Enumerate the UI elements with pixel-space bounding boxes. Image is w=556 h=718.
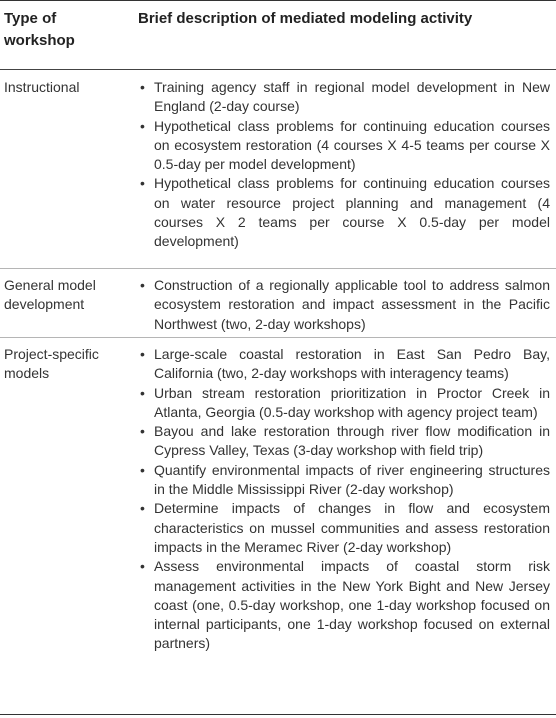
- table-bottom-rule: [0, 714, 556, 715]
- list-item: • Determine impacts of changes in flow and ecosystem characteristics on mussel communities and assess restoration impacts in the Meramec River (2-day workshop): [140, 500, 550, 555]
- list-item: • Bayou and lake restoration through river flow modification in Cypress Valley, Texas (3-day workshop with field trip): [140, 423, 550, 459]
- row-divider: [0, 337, 556, 338]
- list-item: • Hypothetical class problems for continuing education courses on ecosystem restoration (4 courses X 4-5 teams per course X 0.5-day per model development): [140, 117, 550, 173]
- bullet-icon: •: [140, 423, 145, 440]
- bullet-icon: •: [140, 79, 145, 95]
- activity-list: [138, 345, 550, 654]
- row-divider: [0, 268, 556, 269]
- list-item: • Hypothetical class problems for continuing education courses on water resource project planning and management (4 courses X 2 teams per course X 0.5-day per model development): [140, 175, 550, 250]
- activity-list: [138, 78, 550, 252]
- bullet-icon: •: [140, 346, 145, 362]
- list-item: • Construction of a regionally applicable tool to address salmon ecosystem restoration and impact assessment in the Pacific Northwest (two, 2-day workshops): [140, 277, 550, 332]
- bullet-icon: •: [140, 175, 145, 192]
- bullet-icon: •: [140, 558, 145, 575]
- list-item: • Quantify environmental impacts of river engineering structures in the Middle Mississippi River (2-day workshop): [140, 461, 550, 498]
- bullet-icon: •: [140, 117, 145, 134]
- list-item: • Urban stream restoration prioritization in Proctor Creek in Atlanta, Georgia (0.5-day workshop with agency project team): [140, 384, 550, 420]
- row-type-label: Instructional: [4, 79, 80, 95]
- bullet-icon: •: [140, 500, 145, 517]
- row-type-label: General model development: [4, 277, 96, 313]
- activity-list: [138, 276, 550, 334]
- bullet-icon: •: [140, 384, 145, 401]
- list-item: • Large-scale coastal restoration in East San Pedro Bay, California (two, 2-day workshops with interagency teams): [140, 346, 550, 382]
- header-rule: [0, 69, 556, 70]
- list-item: • Training agency staff in regional model development in New England (2-day course): [140, 79, 550, 115]
- bullet-icon: •: [140, 461, 145, 478]
- list-item: • Assess environmental impacts of coastal storm risk management activities in the New York Bight and New Jersey coast (one, 0.5-day workshop, one 1-day workshop focused on internal participants, one 1-day workshop focused on external partners): [140, 558, 550, 652]
- header-brief-description: Brief description of mediated modeling activity: [138, 10, 473, 27]
- table-top-rule: [0, 0, 556, 1]
- row-type-label: Project-specific models: [4, 346, 99, 382]
- header-type-of-workshop: Type of workshop: [4, 10, 75, 49]
- bullet-icon: •: [140, 277, 145, 293]
